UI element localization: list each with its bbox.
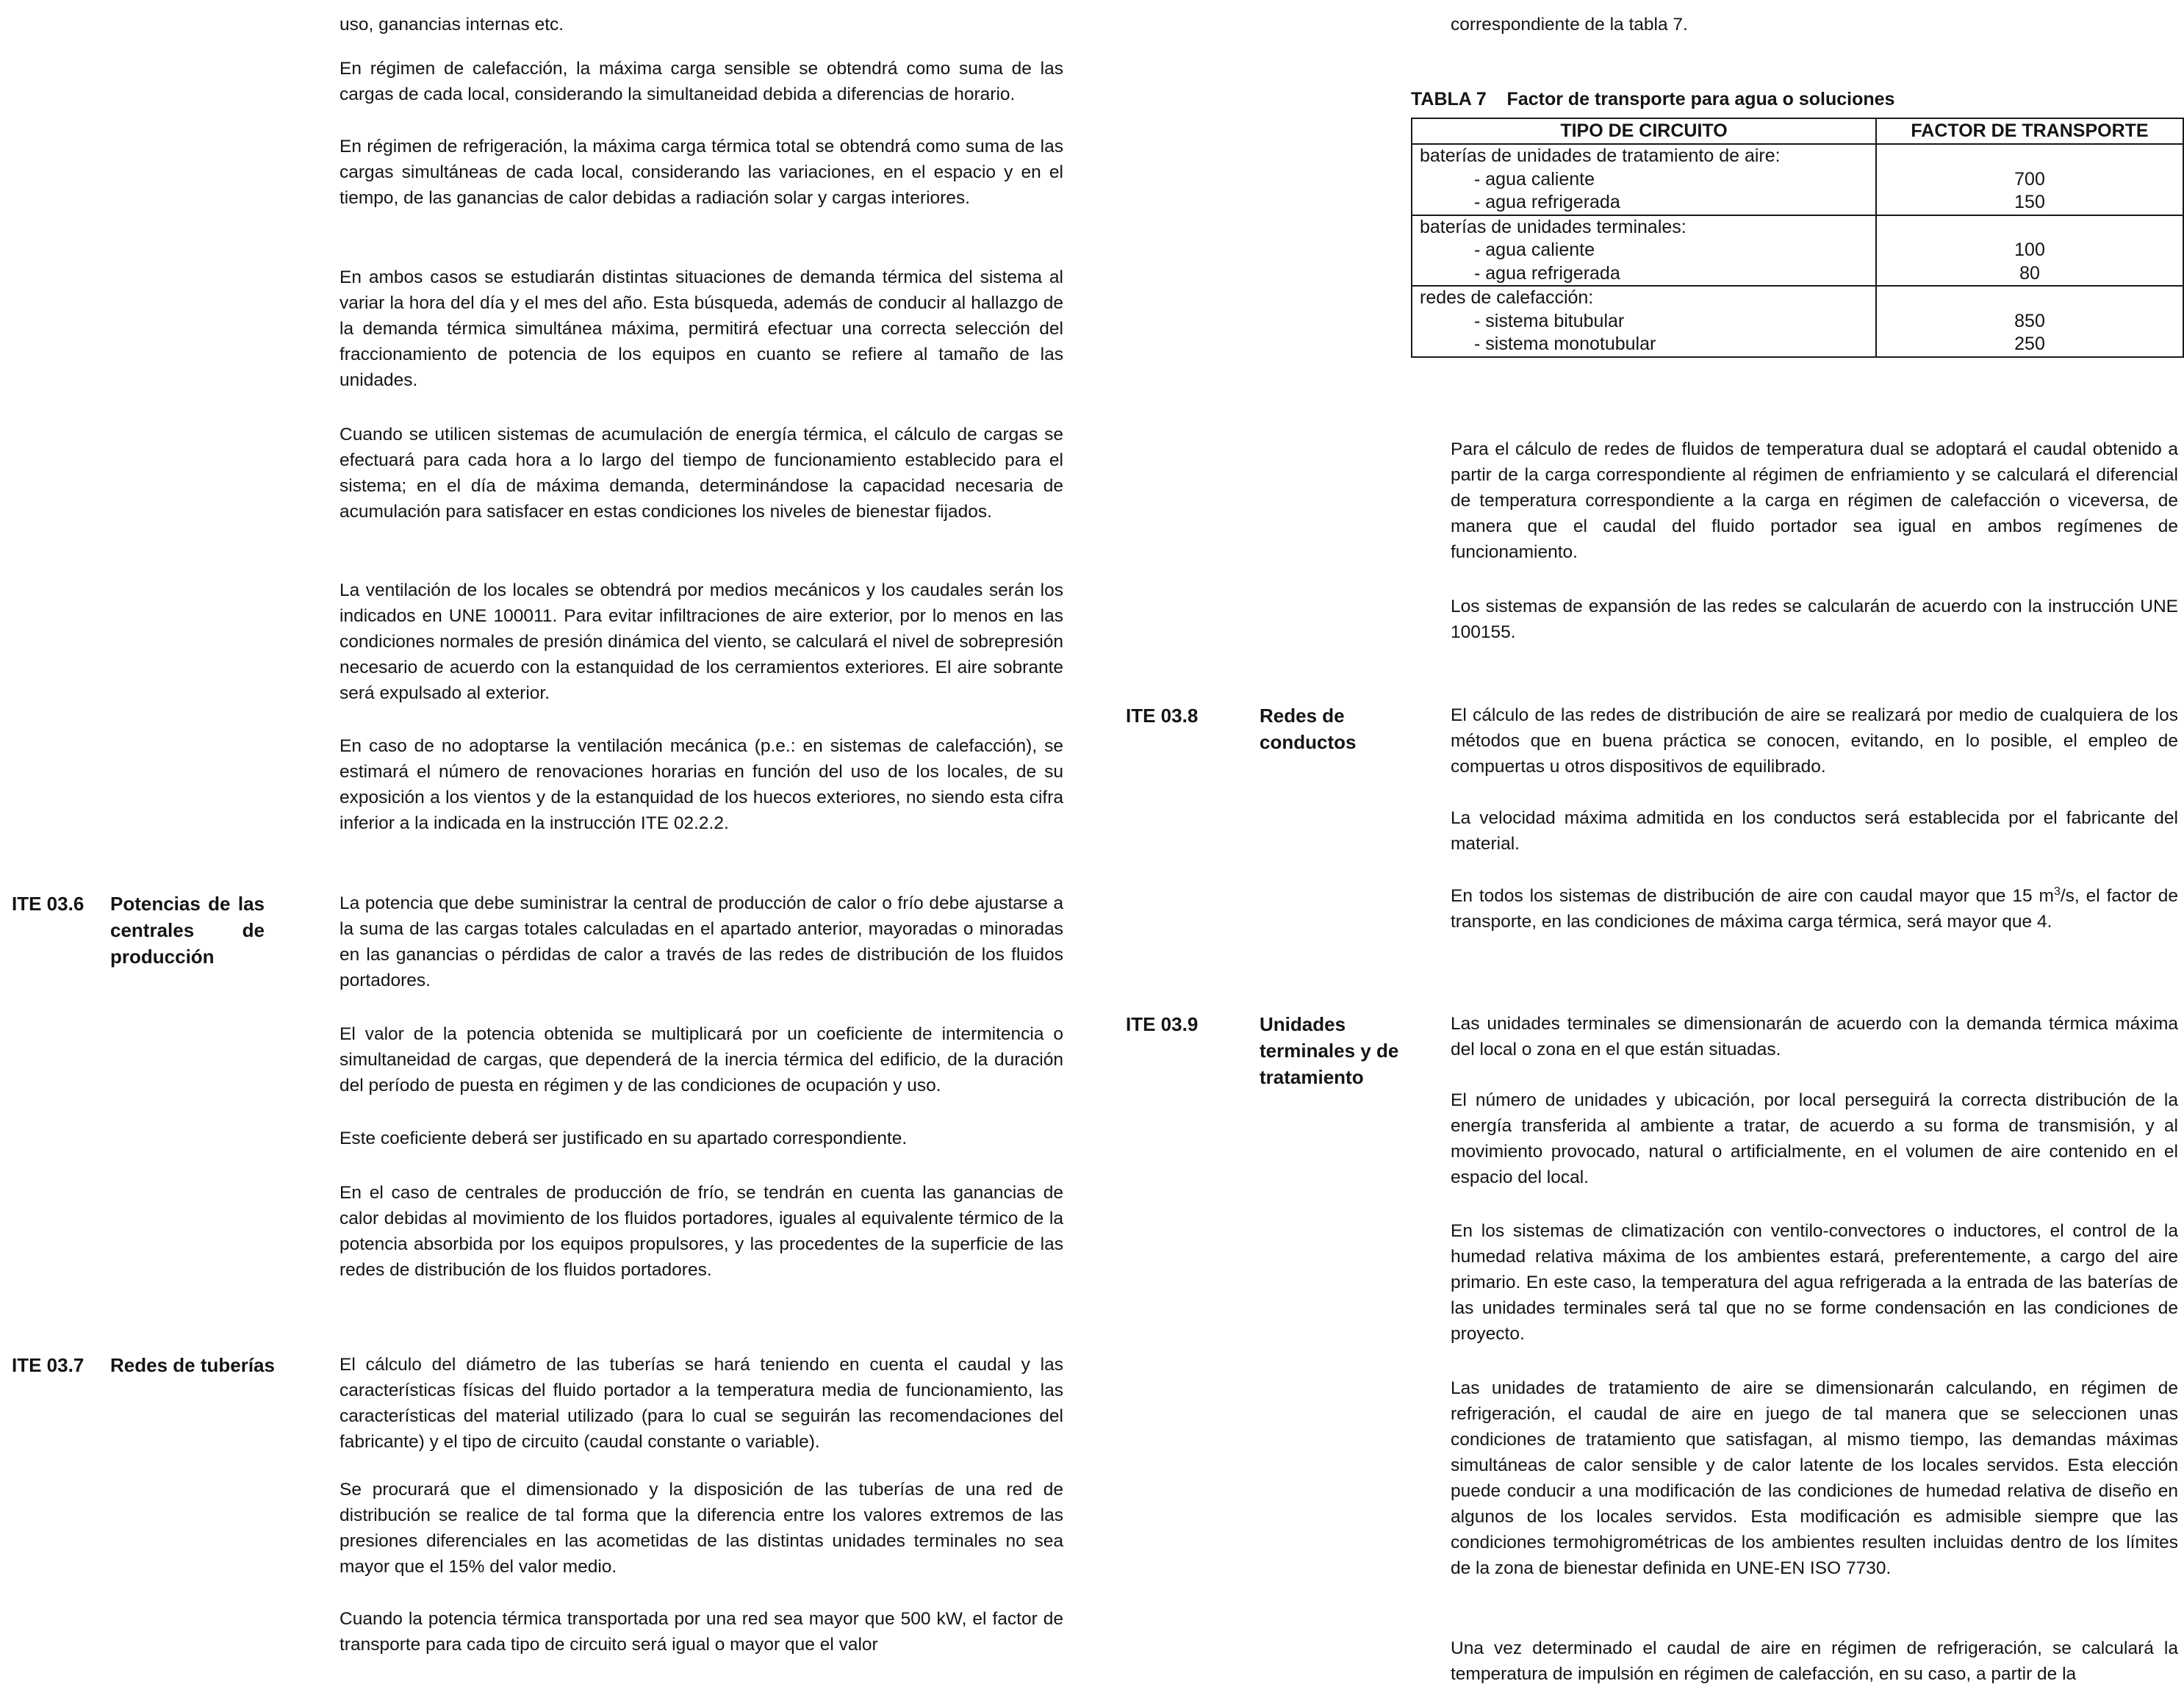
text-run: /s, el factor de transporte, en las condiciones de máxima carga térmica, será mayor que 4. (1451, 886, 2178, 932)
paragraph: La ventilación de los locales se obtendrá por medios mecánicos y los caudales serán los indicados en UNE 100011. Para evitar infiltraciones de aire exterior, por lo menos en las condiciones normales de presión dinámica del viento, se calculará el nivel de sobrepresión necesario de acuerdo con la estanquidad de los cerramientos exteriores. El aire sobrante será expulsado al exterior. (340, 580, 1063, 703)
paragraph: Una vez determinado el caudal de aire en régimen de refrigeración, se calculará la temperatura de impulsión en régimen de calefacción, en su caso, a partir de la (1451, 1638, 2178, 1684)
paragraph (1451, 883, 2178, 935)
factor-value: 150 (2014, 192, 2045, 212)
paragraph: En ambos casos se estudiarán distintas situaciones de demanda térmica del sistema al variar la hora del día y el mes del año. Esta búsqueda, además de conducir al hallazgo de la demanda térmica simultánea máxima, permitirá efectuar una correcta selección del fraccionamiento de potencia de los equipos en cuanto se refiere al tamaño de las unidades. (340, 267, 1063, 390)
paragraph: El valor de la potencia obtenida se multiplicará por un coeficiente de intermitencia o simultaneidad de cargas, que dependerá de la inercia térmica del edificio, de la duración del período de puesta en régimen y de las condiciones de ocupación y uso. (340, 1024, 1063, 1095)
section-title: Redes de conductos (1260, 705, 1357, 753)
section-title: Potencias de las centrales de producción (110, 893, 265, 968)
factor-value: 700 (2014, 168, 2045, 190)
paragraph: Los sistemas de expansión de las redes se calcularán de acuerdo con la instrucción UNE 100155. (1451, 597, 2178, 642)
factor-value: 850 (2014, 310, 2045, 331)
paragraph: correspondiente de la tabla 7. (1451, 15, 1688, 35)
column-header: FACTOR DE TRANSPORTE (1876, 118, 2183, 144)
paragraph: Cuando se utilicen sistemas de acumulación de energía térmica, el cálculo de cargas se efectuará para cada hora a lo largo del tiempo de funcionamiento establecido para el sistema; en el día de máxima demanda, determinándose la capacidad necesaria de acumulación para satisfacer en estas condiciones los niveles de bienestar fijados. (340, 425, 1063, 522)
paragraph: Las unidades de tratamiento de aire se dimensionarán calculando, en régimen de refrigeración, el caudal de aire en juego de tal manera que se seleccionen unas condiciones de tratamiento que satisfagan, al mismo tiempo, las demandas máximas simultáneas de calor sensible y de calor latente de los locales servidos. Esta elección puede conducir a una modificación de las condiciones de humedad relativa de diseño en algunos de los locales servidos. Esta modificación es admisible siempre que las condiciones termohigrométricas de los ambientes resulten incluidas dentro de los límites de la zona de bienestar definida en UNE-EN ISO 7730. (1451, 1378, 2178, 1578)
circuit-item: - agua caliente (1474, 168, 1595, 190)
group-label: redes de calefacción: (1420, 287, 1594, 308)
column-header: TIPO DE CIRCUITO (1412, 118, 1876, 144)
section-code: ITE 03.6 (12, 893, 85, 915)
paragraph: Cuando la potencia térmica transportada por una red sea mayor que 500 kW, el factor de transporte para cada tipo de circuito será igual o mayor que el valor (340, 1609, 1063, 1655)
paragraph: En régimen de refrigeración, la máxima carga térmica total se obtendrá como suma de las cargas simultáneas de cada local, considerando las variaciones, en el espacio y en el tiempo, de las ganancias de calor debidas a radiación solar y cargas interiores. (340, 137, 1063, 208)
factor-value: 80 (2019, 262, 2040, 284)
circuit-item: - agua refrigerada (1474, 192, 1620, 212)
section-code: ITE 03.7 (12, 1354, 85, 1376)
paragraph: En los sistemas de climatización con ventilo-convectores o inductores, el control de la humedad relativa máxima de los ambientes estará, preferentemente, a cargo del aire primario. En este caso, la temperatura del agua refrigerada a la entrada de las baterías de las unidades terminales será tal que no se forme condensación en las condiciones de proyecto. (1451, 1221, 2178, 1344)
text-run: En todos los sistemas de distribución de aire con caudal mayor que 15 m (1451, 886, 2054, 906)
paragraph: El cálculo de las redes de distribución de aire se realizará por medio de cualquiera de los métodos que en buena práctica se conocen, evitando, en lo posible, el empleo de compuertas u otros dispositivos de equilibrado. (1451, 705, 2178, 777)
factor-cell (1876, 215, 2183, 287)
paragraph: El número de unidades y ubicación, por local perseguirá la correcta distribución de la energía transferida al ambiente a tratar, de acuerdo a su forma de transmisión, y al movimiento provocado, natural o artificialmente, en el volumen de aire contenido en el espacio del local. (1451, 1090, 2178, 1187)
paragraph: En caso de no adoptarse la ventilación mecánica (p.e.: en sistemas de calefacción), se estimará el número de renovaciones horarias en función del uso de los locales, de su exposición a los vientos y de la estanquidad de los huecos exteriores, no siendo esta cifra inferior a la indicada en la instrucción ITE 02.2.2. (340, 736, 1063, 833)
group-label: baterías de unidades terminales: (1420, 216, 1687, 237)
circuit-type-cell (1412, 215, 1876, 287)
table-header-row (1412, 118, 2183, 144)
section-title: Redes de tuberías (110, 1354, 275, 1376)
circuit-item: - agua refrigerada (1474, 262, 1620, 284)
section-code: ITE 03.8 (1126, 705, 1199, 727)
paragraph: En el caso de centrales de producción de frío, se tendrán en cuenta las ganancias de calor debidas al movimiento de los fluidos portadores, iguales al equivalente térmico de la potencia absorbida por los equipos propulsores, y las procedentes de la superficie de las redes de distribución de los fluidos portadores. (340, 1183, 1063, 1280)
paragraph: El cálculo del diámetro de las tuberías se hará teniendo en cuenta el caudal y las características físicas del fluido portador a la temperatura media de funcionamiento, las características del material utilizado (para lo cual se seguirán las recomendaciones del fabricante) y el tipo de circuito (caudal constante o variable). (340, 1355, 1063, 1452)
paragraph: uso, ganancias internas etc. (340, 15, 564, 35)
table-row (1412, 144, 2183, 215)
circuit-item: - agua caliente (1474, 240, 1595, 260)
paragraph: En régimen de calefacción, la máxima carga sensible se obtendrá como suma de las cargas de cada local, considerando la simultaneidad debida a diferencias de horario. (340, 59, 1063, 104)
circuit-item: - sistema monotubular (1474, 334, 1656, 354)
factor-cell (1876, 286, 2183, 357)
section-code: ITE 03.9 (1126, 1013, 1199, 1035)
paragraph: Este coeficiente deberá ser justificado en su apartado correspondiente. (340, 1129, 908, 1148)
paragraph: La potencia que debe suministrar la central de producción de calor o frío debe ajustarse a la suma de las cargas totales calculadas en el apartado anterior, mayoradas o minoradas en las ganancias o pérdidas de calor a través de las redes de distribución de los fluidos portadores. (340, 893, 1063, 990)
table-row (1412, 286, 2183, 357)
section-title: Unidades terminales y de tratamiento (1260, 1013, 1399, 1088)
paragraph: Para el cálculo de redes de fluidos de temperatura dual se adoptará el caudal obtenido a partir de la carga correspondiente al régimen de enfriamiento y se calculará el diferencial de temperatura correspondiente a la carga en régimen de calefacción o viceversa, de manera que el caudal del fluido portador sea igual en ambos regímenes de funcionamiento. (1451, 439, 2178, 562)
group-label: baterías de unidades de tratamiento de aire: (1420, 145, 1781, 166)
factor-value: 250 (2014, 334, 2045, 354)
circuit-type-cell (1412, 144, 1876, 215)
paragraph: Las unidades terminales se dimensionarán de acuerdo con la demanda térmica máxima del local o zona en el que están situadas. (1451, 1014, 2178, 1059)
circuit-item: - sistema bitubular (1474, 310, 1625, 331)
table-row (1412, 215, 2183, 287)
superscript: 3 (2053, 885, 2061, 898)
transport-factor-table (1411, 118, 2184, 358)
table-caption: TABLA 7 Factor de transporte para agua o soluciones (1411, 89, 1895, 109)
paragraph: La velocidad máxima admitida en los conductos será establecida por el fabricante del material. (1451, 808, 2178, 854)
paragraph: Se procurará que el dimensionado y la disposición de las tuberías de una red de distribución se realice de tal forma que la diferencia entre los valores extremos de las presiones diferenciales en las acometidas de las distintas unidades terminales no sea mayor que el 15% del valor medio. (340, 1480, 1063, 1577)
factor-value: 100 (2014, 240, 2045, 260)
circuit-type-cell (1412, 286, 1876, 357)
factor-cell (1876, 144, 2183, 215)
